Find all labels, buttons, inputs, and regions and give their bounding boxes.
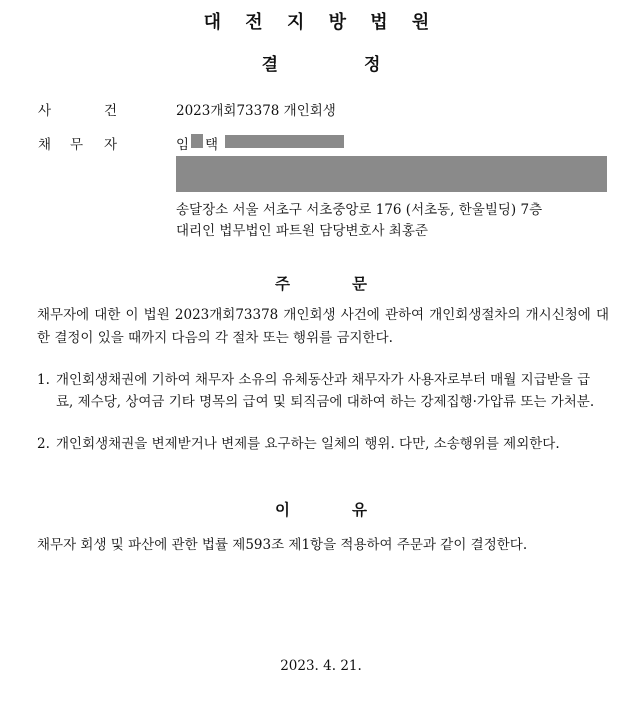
redaction-address <box>176 156 607 192</box>
reason-heading-left: 이 <box>275 501 290 519</box>
order-paragraph: 채무자에 대한 이 법원 2023개회73378 개인회생 사건에 관하여 개인회생절차의 개시신청에 대한 결정이 있을 때까지 다음의 각 절차 또는 행위를 금지한다. <box>37 307 609 346</box>
redaction-resident-number <box>225 135 344 148</box>
redaction-name-middle <box>191 134 203 148</box>
debtor-label-b: 무 <box>70 137 84 153</box>
order-item-text: 개인회생채권에 기하여 채무자 소유의 유체동산과 채무자가 사용자로부터 매월 지급받을 급료, 제수당, 상여금 기타 명목의 급여 및 퇴직금에 대하여 하는 강제집행·가압류 또는 가처분. <box>56 372 595 410</box>
debtor-name-prefix: 임 <box>176 137 190 153</box>
agent: 대리인 법무법인 파트원 담당변호사 최홍준 <box>176 223 428 239</box>
order-item-number: 1. <box>37 372 50 388</box>
case-label-left: 사 <box>38 103 52 119</box>
document-title-right: 정 <box>364 55 381 75</box>
order-heading-right: 문 <box>352 275 367 293</box>
reason-text: 채무자 회생 및 파산에 관한 법률 제593조 제1항을 적용하여 주문과 같이 결정한다. <box>37 537 528 553</box>
case-number: 2023개회73378 개인회생 <box>176 103 336 119</box>
document-title <box>0 50 642 75</box>
reason-heading-right: 유 <box>352 501 367 519</box>
service-address: 송달장소 서울 서초구 서초중앙로 176 (서초동, 한울빌딩) 7층 <box>176 202 543 218</box>
order-heading <box>0 272 642 294</box>
debtor-label-a: 채 <box>38 137 52 153</box>
reason-heading <box>0 498 642 520</box>
decision-date: 2023. 4. 21. <box>280 658 362 674</box>
case-label-right: 건 <box>104 103 118 119</box>
court-name: 대 전 지 방 법 원 <box>203 12 439 33</box>
order-item-text: 개인회생채권을 변제받거나 변제를 요구하는 일체의 행위. 다만, 소송행위를 제외한다. <box>56 436 560 452</box>
debtor-label-c: 자 <box>104 137 118 153</box>
order-heading-left: 주 <box>275 275 290 293</box>
document-title-left: 결 <box>261 55 278 75</box>
order-item-1 <box>37 369 597 413</box>
debtor-name-suffix: 택 <box>205 137 219 153</box>
order-item-number: 2. <box>37 436 50 452</box>
order-item-2 <box>37 433 597 455</box>
